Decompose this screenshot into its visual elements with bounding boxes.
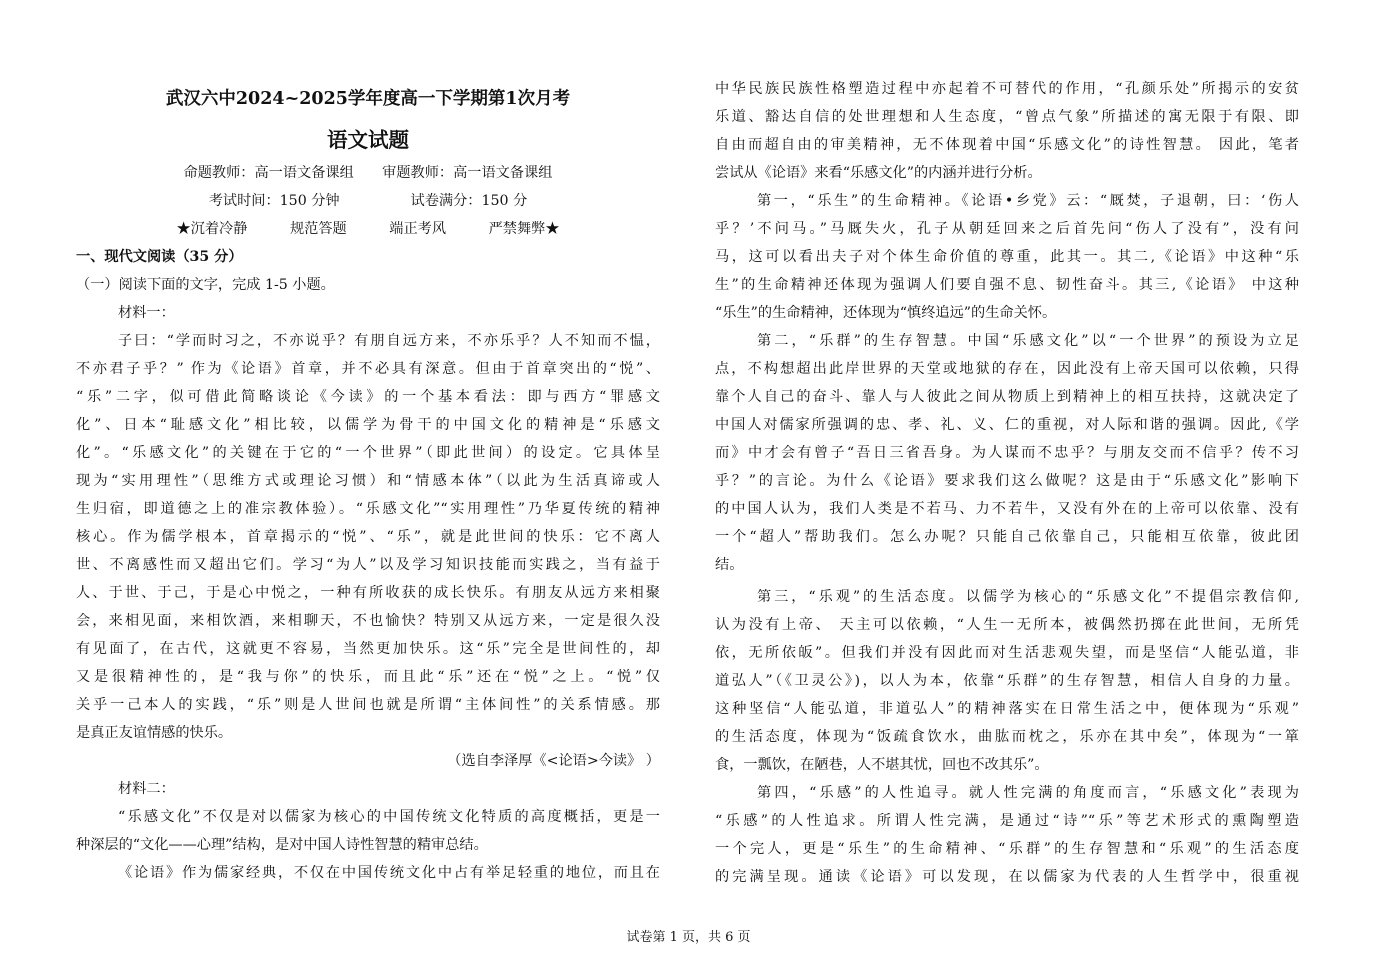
text-line: 第二，“乐群”的生存智慧。中国“乐感文化”以“一个世界”的预设为立足 bbox=[757, 333, 1299, 349]
text-line: 生归宿，即道德之上的准宗教体验）。“乐感文化”“实用理性”乃华夏传统的精神 bbox=[76, 501, 660, 517]
text-line: 世、不离感性而又超出它们。学习“为人”以及学习知识技能而实践之，当有益于 bbox=[76, 557, 660, 573]
text-line: 乐道、豁达自信的处世理想和人生态度，“曾点气象”所描述的寓无限于有限、即 bbox=[715, 109, 1299, 125]
text-line: 的中国人认为，我们人类是不若马、力不若牛，又没有外在的上帝可以依靠、没有 bbox=[715, 501, 1299, 517]
text-line: “乐感”的人性追求。所谓人性完满，是通过“诗”“乐”等艺术形式的熏陶塑造 bbox=[715, 813, 1299, 829]
text-line: 依，无所依皈”。但我们并没有因此而对生活悲观失望，而是坚信“人能弘道，非 bbox=[715, 645, 1299, 661]
source-citation: （选自李泽厚《<论语>今读》 ） bbox=[447, 753, 660, 769]
text-line: 的生活态度，体现为“饭疏食饮水，曲肱而枕之，乐亦在其中矣”，体现为“一箪 bbox=[715, 729, 1299, 745]
text-line: 子曰：“学而时习之，不亦说乎？有朋自远方来，不亦乐乎？人不知而不愠， bbox=[118, 333, 660, 349]
text-line: 中国人对儒家所强调的忠、孝、礼、义、仁的重视，对人际和谐的强调。因此,《学 bbox=[715, 417, 1299, 433]
text-line: 化”、日本“耻感文化”相比较，以儒学为骨干的中国文化的精神是“乐感文 bbox=[76, 417, 660, 433]
text-line: 是真正友谊情感的快乐。 bbox=[76, 725, 233, 741]
text-line: 尝试从《论语》来看“乐感文化”的内涵并进行分析。 bbox=[715, 165, 1042, 181]
text-line: 第四，“乐感”的人性追寻。就人性完满的角度而言，“乐感文化”表现为 bbox=[757, 785, 1299, 801]
text-line: 《论语》作为儒家经典，不仅在中国传统文化中占有举足轻重的地位，而且在 bbox=[118, 865, 660, 881]
exam-subject: 语文试题 bbox=[327, 128, 409, 152]
text-line: 关乎一己本人的实践，“乐”则是人世间也就是所谓“主体间性”的关系情感。那 bbox=[76, 697, 660, 713]
text-line: 现为“实用理性”（思维方式或理论习惯）和“情感本体”（以此为生活真谛或人 bbox=[76, 473, 660, 489]
text-line: 不亦君子乎？” 作为《论语》首章，并不必具有深意。但由于首章突出的“悦”、 bbox=[76, 361, 660, 377]
text-line: 这种坚信“人能弘道，非道弘人”的精神落实在日常生活之中，便体现为“乐观” bbox=[715, 701, 1299, 717]
text-line: 点，不构想超出此岸世界的天堂或地狱的存在，因此没有上帝天国可以依赖，只得 bbox=[715, 361, 1299, 377]
text-line: 又是很精神性的，是“我与你”的快乐，而且此“乐”还在“悦”之上。“悦”仅 bbox=[76, 669, 660, 685]
text-line: 靠个人自己的奋斗、靠人与人彼此之间从物质上到精神上的相互扶持，这就决定了 bbox=[715, 389, 1299, 405]
section-heading: 一、现代文阅读（35 分） bbox=[76, 249, 243, 265]
reading-instruction: （一）阅读下面的文字，完成 1-5 小题。 bbox=[76, 277, 335, 293]
text-line: 食，一瓢饮，在陋巷，人不堪其忧，回也不改其乐”。 bbox=[715, 757, 1049, 773]
text-line: 道弘人”（《卫灵公》)，以人为本，依靠“乐群”的生存智慧，相信人自身的力量。 bbox=[715, 673, 1299, 689]
page-footer: 试卷第 1 页，共 6 页 bbox=[626, 930, 751, 945]
text-line: 的完满呈现。通读《论语》可以发现，在以儒家为代表的人生哲学中，很重视 bbox=[715, 869, 1299, 885]
text-line: “乐生”的生命精神，还体现为“慎终追远”的生命关怀。 bbox=[715, 305, 1057, 321]
text-line: 一个“超人”帮助我们。怎么办呢？只能自己依靠自己，只能相互依靠，彼此团 bbox=[715, 529, 1299, 545]
text-line: 中华民族民族性格塑造过程中亦起着不可替代的作用，“孔颜乐处”所揭示的安贫 bbox=[715, 81, 1299, 97]
text-line: 马，这可以看出夫子对个体生命价值的尊重，此其一。其二,《论语》中这种“乐 bbox=[715, 249, 1299, 265]
text-line: 一个完人，更是“乐生”的生命精神、“乐群”的生存智慧和“乐观”的生活态度 bbox=[715, 841, 1299, 857]
text-line: 有见面了，在古代，这就更不容易，当然更加快乐。这“乐”完全是世间性的，却 bbox=[76, 641, 660, 657]
exam-motto: ★沉着冷静 规范答题 端正考风 严禁舞弊★ bbox=[176, 221, 560, 237]
text-line: 第三，“乐观”的生活态度。以儒学为核心的“乐感文化”不提倡宗教信仰, bbox=[757, 589, 1299, 605]
text-line: 乎？”的言论。为什么《论语》要求我们这么做呢？这是由于“乐感文化”影响下 bbox=[715, 473, 1299, 489]
text-line: 第一，“乐生”的生命精神。《论语•乡党》云：“厩焚，子退朝，曰：‘伤人 bbox=[757, 193, 1299, 209]
text-line: 人、于世、于己，于是心中悦之，一种有所收获的成长快乐。有朋友从远方来相聚 bbox=[76, 585, 660, 601]
text-line: “乐感文化”不仅是对以儒家为核心的中国传统文化特质的高度概括，更是一 bbox=[118, 809, 660, 825]
text-line: “乐”二字，似可借此简略谈论《今读》的一个基本看法：即与西方“罪感文 bbox=[76, 389, 660, 405]
text-line: 结。 bbox=[715, 557, 744, 573]
material-label: 材料二： bbox=[118, 781, 175, 797]
exam-title: 武汉六中2024~2025学年度高一下学期第1次月考 bbox=[165, 89, 571, 109]
text-line: 生”的生命精神还体现为强调人们要自强不息、韧性奋斗。其三,《论语》 中这种 bbox=[715, 277, 1299, 293]
exam-time-score: 考试时间：150 分钟 试卷满分：150 分 bbox=[208, 193, 528, 209]
material-label: 材料一： bbox=[118, 305, 175, 321]
text-line: 种深层的“文化——心理”结构，是对中国人诗性智慧的精审总结。 bbox=[76, 837, 488, 853]
text-line: 乎？’不问马。”马厩失火，孔子从朝廷回来之后首先问“伤人了没有”，没有问 bbox=[715, 221, 1299, 237]
text-line: 会，来相见面，来相饮酒，来相聊天，不也愉快？特别又从远方来，一定是很久没 bbox=[76, 613, 660, 629]
text-line: 核心。作为儒学根本，首章揭示的“悦”、“乐”，就是此世间的快乐：它不离人 bbox=[76, 529, 660, 545]
text-line: 而》中才会有曾子“吾日三省吾身。为人谋而不忠乎？与朋友交而不信乎？传不习 bbox=[715, 445, 1299, 461]
text-line: 认为没有上帝、 天主可以依赖，“人生一无所本，被偶然扔掷在此世间，无所凭 bbox=[715, 617, 1299, 633]
text-line: 化”。“乐感文化”的关键在于它的“一个世界”（即此世间）的设定。它具体呈 bbox=[76, 445, 660, 461]
exam-teachers: 命题教师：高一语文备课组 审题教师：高一语文备课组 bbox=[183, 165, 553, 181]
text-line: 自由而超自由的审美精神，无不体现着中国“乐感文化”的诗性智慧。 因此，笔者 bbox=[715, 137, 1299, 153]
